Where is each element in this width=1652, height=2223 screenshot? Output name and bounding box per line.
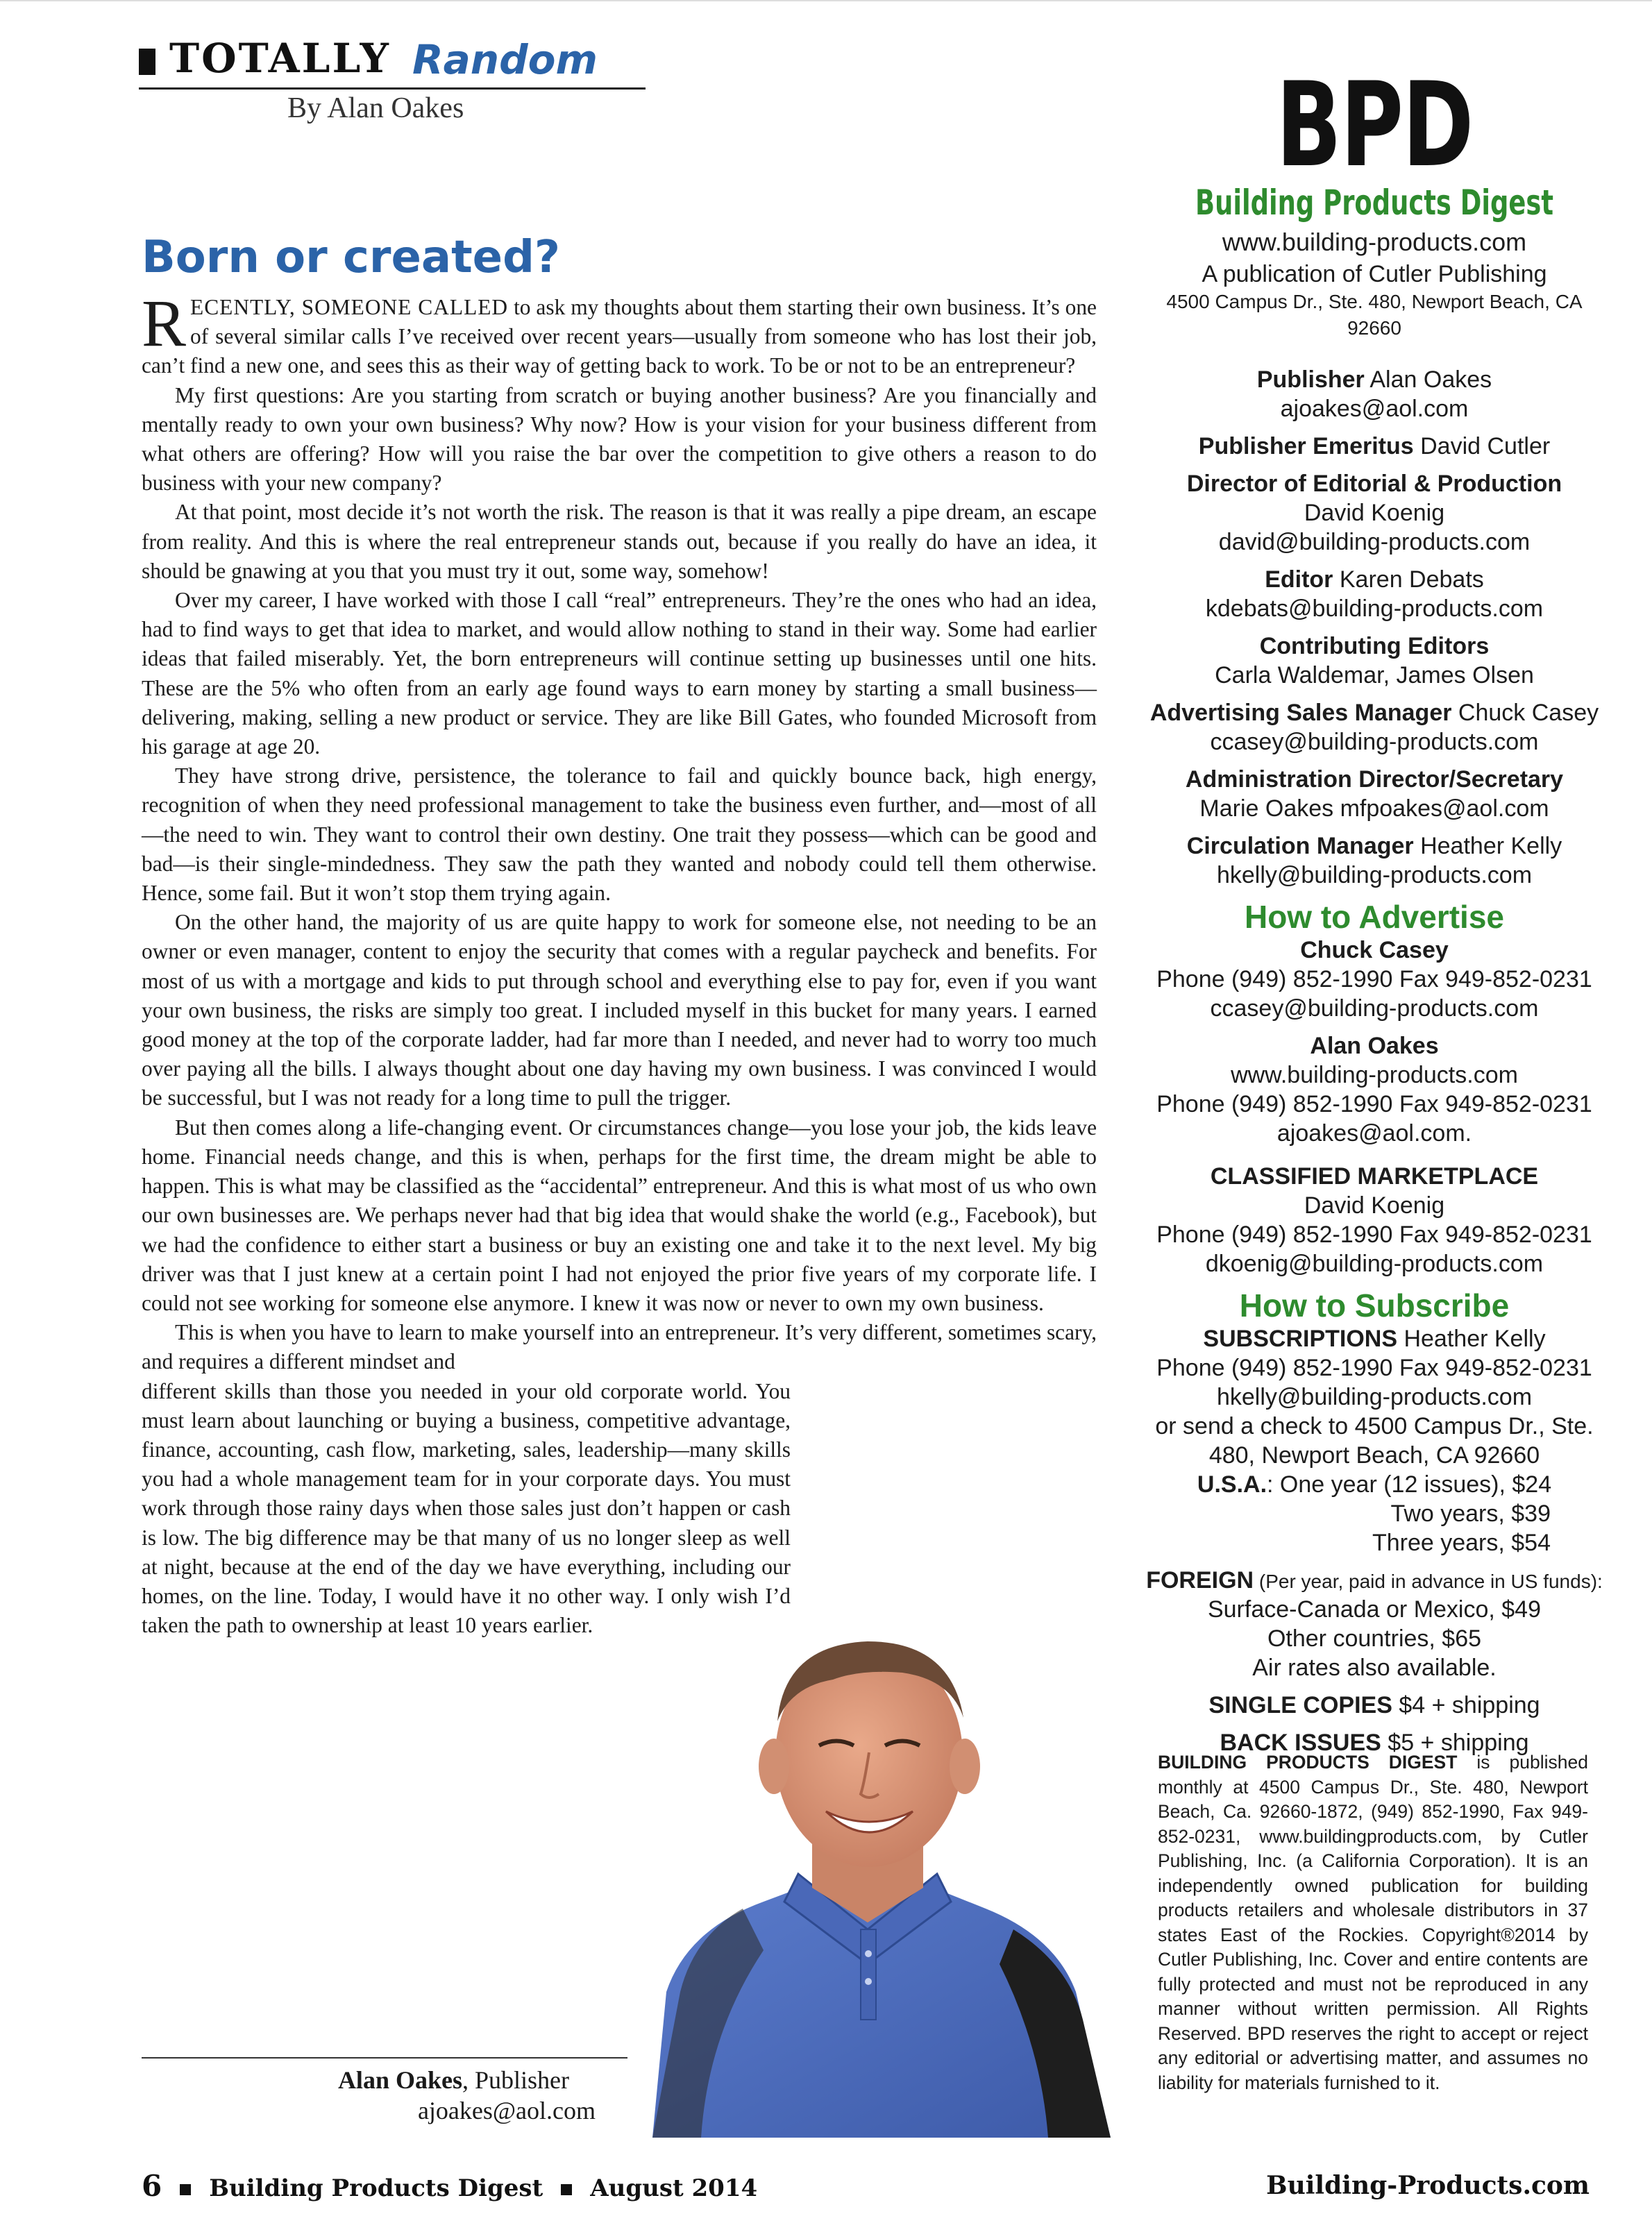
article-paragraph: At that point, most decide it’s not worth the risk. The reason is that it was really a pipe dream, an escape from reality. And this is where the real entrepreneur stands out, because if you really do have an idea, it should be gnawing at you that you must try it out, some way, somehow! (142, 500, 1097, 583)
footer-magazine: Building Products Digest (209, 2174, 543, 2202)
masthead-editor: Editor Karen Debats (1265, 566, 1484, 593)
advertise-contact-2-email: ajoakes@aol.com. (1276, 1120, 1472, 1147)
footer-square-icon (561, 2184, 572, 2195)
masthead-director-email: david@building-products.com (1218, 529, 1531, 555)
masthead-publisher: Publisher Alan Oakes (1256, 366, 1492, 393)
subscriptions-phone: Phone (949) 852-1990 Fax 949-852-0231 (1156, 1355, 1592, 1381)
masthead-ad-sales-email: ccasey@building-products.com (1210, 729, 1539, 755)
masthead-url: www.building-products.com (1222, 228, 1527, 256)
top-rule (0, 0, 1652, 1)
bpd-logo: BPD (1276, 57, 1473, 193)
article-paragraph: RECENTLY, SOMEONE CALLED to ask my thoughts about them starting their own business. It’s one of several similar calls I’ve received over recent years—usually from someone who has lost their job, can’t find a new one, and sees this as their way of getting back to work. To be or not to be an entrepreneur? (142, 286, 1097, 378)
masthead-publisher-email: ajoakes@aol.com (1280, 396, 1469, 422)
footer-left (142, 2169, 757, 2203)
advertise-contact-1-name: Chuck Casey (1300, 937, 1449, 963)
classified-phone: Phone (949) 852-1990 Fax 949-852-0231 (1156, 1222, 1592, 1248)
masthead-circulation: Circulation Manager Heather Kelly (1186, 833, 1562, 859)
masthead-admin-label: Administration Director/Secretary (1185, 766, 1564, 793)
masthead-director-name: David Koenig (1304, 500, 1445, 526)
article-body (142, 286, 1097, 1640)
article-paragraph: On the other hand, the majority of us are quite happy to work for someone else, not needing to be an owner or even manager, content to enjoy the security that comes with a regular paycheck and benefits. For most of us with a mortgage and kids to put through school and everything else to pay for, even if you want your own business, the risks are simply too great. I included myself in this bucket for many years. I earned good money at the top of the corporate ladder, had far more than I needed, and never had to worry too much over paying all the bills. I always thought about one day having my own business. I was convinced I would be successful, but I was not ready for a long time to pull the trigger. (142, 910, 1097, 1110)
article-title: Born or created? (142, 232, 560, 283)
usa-rate-one-year: U.S.A.: One year (12 issues), $24 (1197, 1471, 1552, 1498)
signature-name: Alan Oakes (337, 2066, 462, 2094)
classified-email: dkoenig@building-products.com (1205, 1251, 1544, 1277)
masthead-name: Building Products Digest (1195, 183, 1554, 223)
signature-line (142, 2065, 569, 2095)
column-header (139, 35, 646, 90)
drop-cap: R (142, 286, 187, 360)
advertise-contact-2-phone: Phone (949) 852-1990 Fax 949-852-0231 (1156, 1091, 1592, 1117)
how-to-advertise-heading: How to Advertise (1244, 899, 1505, 935)
publication-boilerplate: BUILDING PRODUCTS DIGEST is published monthly at 4500 Campus Dr., Ste. 480, Newport Beach, Ca. 92660-1872, (949) 852-1990, Fax 949-852-0231, www.buildingproducts.com, by Cutler Publishing, Inc. (a California Corporation). It is an independently owned publication for building products retailers and wholesale distributors in 37 states East of the Rockies. Copyright®2014 by Cutler Publishing, Inc. Cover and entire contents are fully protected and must not be reproduced in any manner without written permission. All Rights Reserved. BPD reserves the right to accept or reject any editorial or advertising matter, and assumes no liability for materials furnished to it. (1158, 1752, 1588, 2093)
subscriptions-contact: SUBSCRIPTIONS Heather Kelly (1203, 1326, 1546, 1352)
single-copies: SINGLE COPIES $4 + shipping (1208, 1692, 1540, 1718)
footer-square-icon (180, 2184, 191, 2195)
column-name-totally: TOTALLY (169, 35, 391, 82)
advertise-contact-1-email: ccasey@building-products.com (1210, 995, 1539, 1022)
masthead-emeritus: Publisher Emeritus David Cutler (1198, 433, 1551, 459)
article-paragraph: different skills than those you needed in your old corporate world. You must learn about launching or buying a business, competitive advantage, finance, accounting, cash flow, marketing, sales, leadership—many skills you had a whole management team for in your corporate days. You must work through those rainy days when those sales just don’t happen or cash is low. The big difference may be that many of us no longer sleep as well at night, because at the end of the day we have everything, including our homes, on the line. Today, I would have it no other way. I only wish I’d taken the path to ownership at least 10 years earlier. (142, 1378, 791, 1638)
article-paragraph: But then comes along a life-changing event. Or circumstances change—you lose your job, the kids leave home. Financial needs change, and this is when, perhaps for the first time, the dream might be able to happen. This is what may be classified as the “accidental” entrepreneur. And this is what most of us who own our own businesses are. We perhaps never had that big idea that would shake the world (e.g., Facebook), but we had the confidence to either start a business or buy an existing one and take it to the next level. My big driver was that I just knew at a certain point I had not enjoyed the prior five years of my corporate life. I could not see working for someone else anymore. I knew it was now or never to own my own business. (142, 1115, 1097, 1315)
signature-title: , Publisher (462, 2066, 569, 2094)
lead-in: ECENTLY, SOMEONE CALLED (190, 295, 509, 319)
masthead-address: 4500 Campus Dr., Ste. 480, Newport Beach, CA 92660 (1166, 291, 1583, 339)
header-square-icon (139, 49, 155, 75)
signature-email: ajoakes@aol.com (417, 2097, 596, 2124)
how-to-subscribe-heading: How to Subscribe (1239, 1287, 1510, 1324)
usa-rate-two-years: Two years, $39 (1390, 1501, 1551, 1527)
classified-name: David Koenig (1304, 1192, 1445, 1219)
usa-rate-three-years: Three years, $54 (1372, 1530, 1551, 1556)
subscriptions-email: hkelly@building-products.com (1216, 1384, 1533, 1410)
masthead (1138, 57, 1610, 1757)
byline: By Alan Oakes (287, 92, 464, 124)
advertise-contact-2-url: www.building-products.com (1231, 1062, 1518, 1088)
foreign-air: Air rates also available. (1252, 1655, 1497, 1681)
back-issues: BACK ISSUES $5 + shipping (1220, 1730, 1529, 1756)
signature-rule (142, 2057, 627, 2059)
masthead-contrib-names: Carla Waldemar, James Olsen (1215, 662, 1534, 688)
masthead-director-label: Director of Editorial & Production (1186, 471, 1562, 497)
article-paragraph: This is when you have to learn to make yourself into an entrepreneur. It’s very different, sometimes scary, and requires a different mindset and (142, 1320, 1097, 1374)
masthead-editor-email: kdebats@building-products.com (1205, 595, 1544, 622)
column-name-random: Random (412, 36, 598, 83)
classified-label: CLASSIFIED MARKETPLACE (1210, 1163, 1539, 1190)
foreign-surface: Surface-Canada or Mexico, $49 (1207, 1596, 1542, 1623)
masthead-publication: A publication of Cutler Publishing (1202, 261, 1547, 287)
advertise-contact-2-name: Alan Oakes (1310, 1033, 1439, 1059)
author-portrait (625, 1603, 1118, 2138)
masthead-admin-line: Marie Oakes mfpoakes@aol.com (1199, 795, 1549, 822)
advertise-contact-1-phone: Phone (949) 852-1990 Fax 949-852-0231 (1156, 966, 1592, 992)
masthead-contrib-label: Contributing Editors (1259, 633, 1490, 659)
subscriptions-check-2: 480, Newport Beach, CA 92660 (1208, 1442, 1540, 1469)
article-paragraph: Over my career, I have worked with those I call “real” entrepreneurs. They’re the ones who had an idea, had to find ways to get that idea to market, and would allow nothing to stand in their way. Some had earlier ideas that failed miserably. Yet, the born entrepreneurs will continue setting up businesses until one hits. These are the 5% who often from an early age found ways to earn money by starting a small business—delivering, making, selling a new product or service. They are like Bill Gates, who founded Microsoft from his garage at age 20. (142, 588, 1097, 759)
footer-issue: August 2014 (590, 2174, 758, 2202)
subscriptions-check-1: or send a check to 4500 Campus Dr., Ste. (1155, 1413, 1594, 1439)
foreign-other: Other countries, $65 (1267, 1625, 1482, 1652)
footer-website: Building-Products.com (1266, 2171, 1590, 2200)
masthead-ad-sales: Advertising Sales Manager Chuck Casey (1149, 700, 1599, 726)
foreign-rates: FOREIGN (Per year, paid in advance in US funds): (1146, 1567, 1603, 1594)
article-paragraph: They have strong drive, persistence, the tolerance to fail and quickly bounce back, high energy, recognition of when they need professional management to take the business even further, and—most of all—the need to win. They want to control their own destiny. One trait they possess—which can be good and bad—is their single-mindedness. They saw the path they wanted and nobody could tell them otherwise. Hence, some fail. But it won’t stop them trying again. (142, 763, 1097, 906)
page-number: 6 (142, 2169, 162, 2203)
masthead-circulation-email: hkelly@building-products.com (1216, 862, 1533, 888)
article-paragraph: My first questions: Are you starting from scratch or buying another business? Are you financially and mentally ready to own your own business? Why now? How is your vision for your business different from what others are offering? How will you raise the bar over the competition to give others a reason to do business with your new company? (142, 382, 1097, 496)
